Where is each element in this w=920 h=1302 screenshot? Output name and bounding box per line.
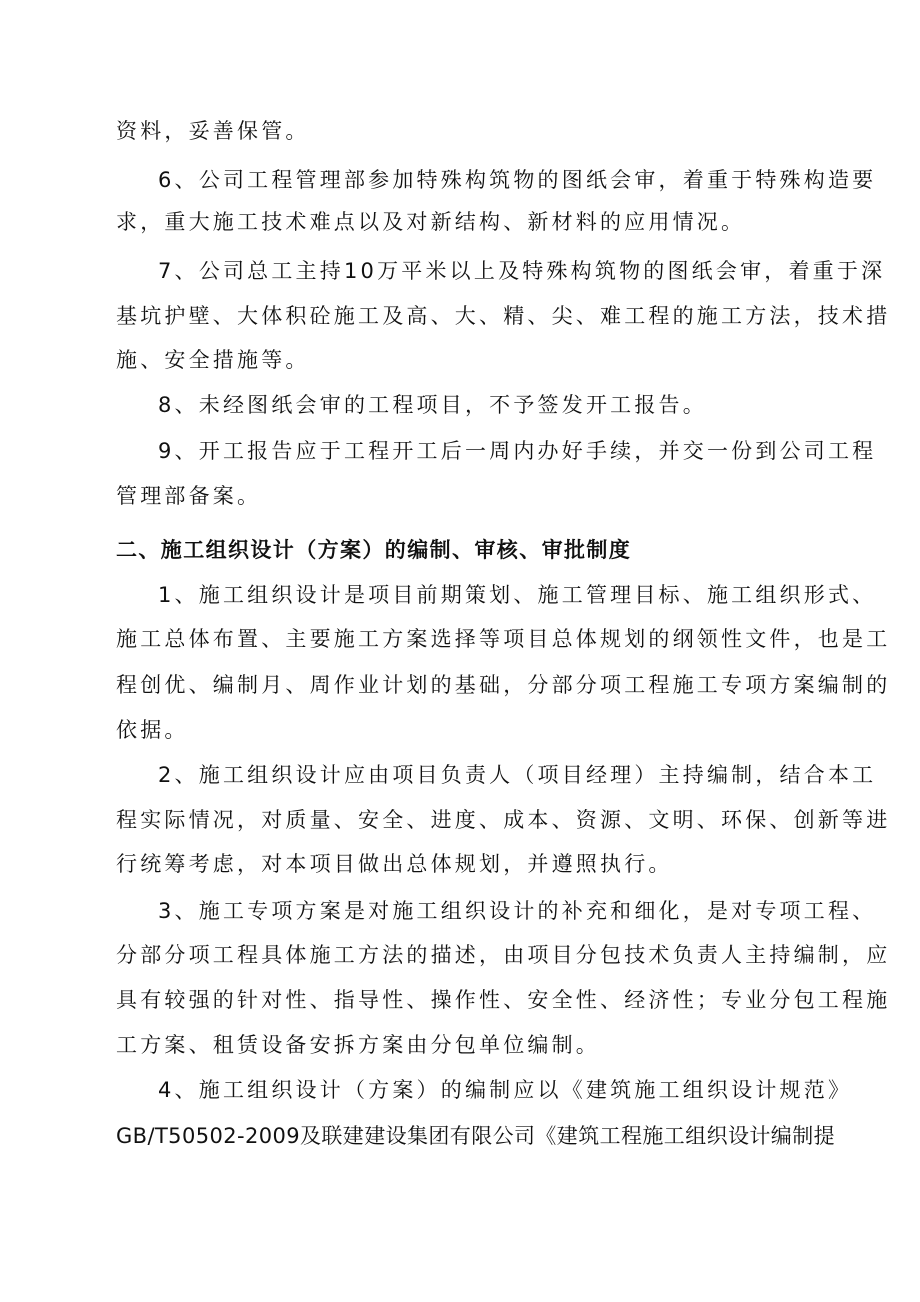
text-line-3: 求，重大施工技术难点以及对新结构、新材料的应用情况。 [116, 210, 746, 234]
text-line-22: 4、施工组织设计（方案）的编制应以《建筑施工组织设计规范》 [158, 1078, 853, 1102]
text-line-6: 施、安全措施等。 [116, 348, 310, 372]
text-line-11: 1、施工组织设计是项目前期策划、施工管理目标、施工组织形式、 [158, 583, 877, 607]
text-line-18: 3、施工专项方案是对施工组织设计的补充和细化，是对专项工程、 [158, 899, 877, 923]
text-line-23: GB/T50502-2009及联建建设集团有限公司《建筑工程施工组织设计编制提 [116, 1124, 836, 1148]
text-line-13: 程创优、编制月、周作业计划的基础，分部分项工程施工专项方案编制的 [116, 673, 891, 697]
text-line-12: 施工总体布置、主要施工方案选择等项目总体规划的纲领性文件，也是工 [116, 627, 891, 651]
text-line-1: 资料，妥善保管。 [116, 119, 310, 143]
text-line-21: 工方案、租赁设备安拆方案由分包单位编制。 [116, 1033, 600, 1057]
section-heading: 二、施工组织设计（方案）的编制、审核、审批制度 [116, 538, 632, 562]
text-line-5: 基坑护壁、大体积砼施工及高、大、精、尖、难工程的施工方法，技术措 [116, 304, 891, 328]
text-line-19: 分部分项工程具体施工方法的描述，由项目分包技术负责人主持编制，应 [116, 943, 891, 967]
text-line-8: 9、开工报告应于工程开工后一周内办好手续，并交一份到公司工程 [158, 439, 877, 463]
text-line-15: 2、施工组织设计应由项目负责人（项目经理）主持编制，结合本工 [158, 763, 877, 787]
text-line-14: 依据。 [116, 718, 189, 742]
text-line-2: 6、公司工程管理部参加特殊构筑物的图纸会审，着重于特殊构造要 [158, 168, 877, 192]
text-line-17: 行统筹考虑，对本项目做出总体规划，并遵照执行。 [116, 852, 673, 876]
text-line-4: 7、公司总工主持10万平米以上及特殊构筑物的图纸会审，着重于深 [158, 259, 886, 283]
text-line-7: 8、未经图纸会审的工程项目，不予签发开工报告。 [158, 393, 707, 417]
text-line-20: 具有较强的针对性、指导性、操作性、安全性、经济性；专业分包工程施 [116, 988, 891, 1012]
text-line-9: 管理部备案。 [116, 484, 262, 508]
text-line-16: 程实际情况，对质量、安全、进度、成本、资源、文明、环保、创新等进 [116, 808, 891, 832]
